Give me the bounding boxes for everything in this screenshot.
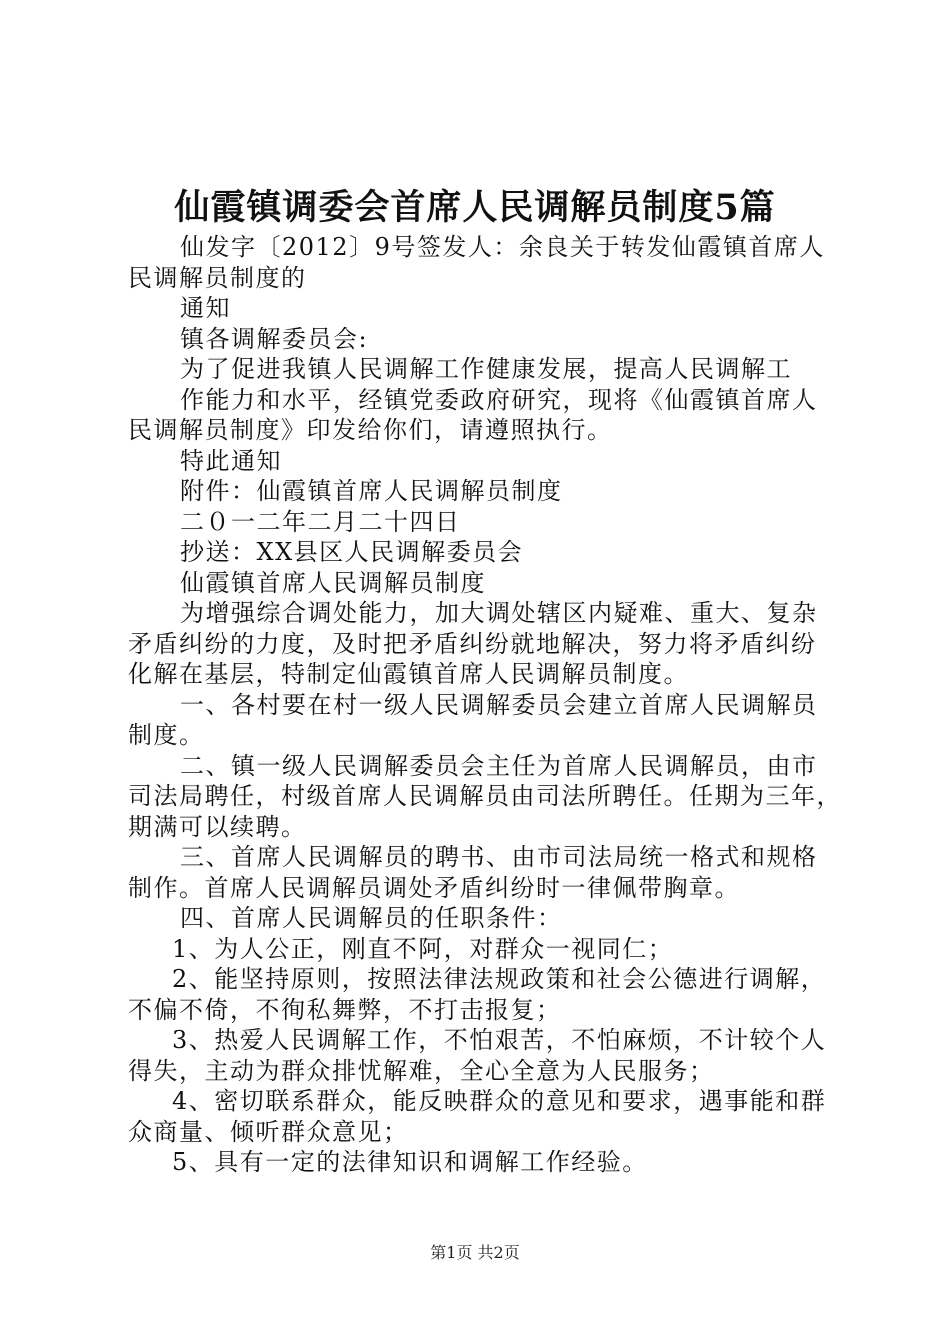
body-line: 为了促进我镇人民调解工作健康发展，提高人民调解工 bbox=[180, 355, 792, 383]
body-line: 特此通知 bbox=[180, 446, 282, 475]
body-line: 通知 bbox=[180, 294, 231, 322]
body-line: 众商量、倾听群众意见； bbox=[128, 1117, 409, 1146]
body-line: 抄送：XX县区人民调解委员会 bbox=[180, 538, 524, 566]
document-title: 仙霞镇调委会首席人民调解员制度5篇 bbox=[174, 187, 776, 228]
body-line: 4、密切联系群众，能反映群众的意见和要求，遇事能和群 bbox=[172, 1087, 827, 1115]
body-line: 附件：仙霞镇首席人民调解员制度 bbox=[180, 477, 563, 505]
body-line: 制度。 bbox=[128, 721, 205, 749]
body-line: 二０一二年二月二十四日 bbox=[180, 507, 461, 536]
body-line: 3、热爱人民调解工作，不怕艰苦，不怕麻烦，不计较个人 bbox=[172, 1026, 827, 1054]
body-line: 四、首席人民调解员的任职条件： bbox=[180, 904, 563, 932]
body-line: 矛盾纠纷的力度，及时把矛盾纠纷就地解决，努力将矛盾纠纷 bbox=[128, 629, 817, 658]
body-line: 期满可以续聘。 bbox=[128, 812, 307, 841]
body-line: 1、为人公正，刚直不阿，对群众一视同仁； bbox=[172, 934, 674, 963]
body-line: 5、具有一定的法律知识和调解工作经验。 bbox=[172, 1148, 648, 1176]
body-line: 化解在基层，特制定仙霞镇首席人民调解员制度。 bbox=[128, 660, 689, 688]
body-line: 不偏不倚，不徇私舞弊，不打击报复； bbox=[128, 995, 562, 1024]
document-body bbox=[128, 232, 842, 1178]
body-line: 司法局聘任，村级首席人民调解员由司法所聘任。任期为三年， bbox=[128, 782, 842, 810]
body-line: 为增强综合调处能力，加大调处辖区内疑难、重大、复杂 bbox=[180, 599, 818, 627]
body-line: 制作。首席人民调解员调处矛盾纠纷时一律佩带胸章。 bbox=[128, 873, 740, 902]
body-line: 仙发字〔2012〕9号签发人：余良关于转发仙霞镇首席人 bbox=[180, 233, 825, 261]
body-line: 一、各村要在村一级人民调解委员会建立首席人民调解员 bbox=[180, 690, 818, 719]
body-line: 2、能坚持原则，按照法律法规政策和社会公德进行调解， bbox=[172, 965, 827, 993]
body-line: 三、首席人民调解员的聘书、由市司法局统一格式和规格 bbox=[180, 843, 818, 871]
body-line: 民调解员制度》印发给你们，请遵照执行。 bbox=[128, 416, 613, 444]
body-line: 二、镇一级人民调解委员会主任为首席人民调解员，由市 bbox=[180, 751, 818, 780]
page-number: 第1页 共2页 bbox=[430, 1243, 520, 1262]
body-line: 作能力和水平，经镇党委政府研究，现将《仙霞镇首席人 bbox=[180, 385, 818, 414]
body-line: 镇各调解委员会: bbox=[180, 324, 369, 353]
body-line: 仙霞镇首席人民调解员制度 bbox=[180, 568, 486, 597]
body-line: 民调解员制度的 bbox=[128, 263, 307, 292]
body-line: 得失，主动为群众排忧解难，全心全意为人民服务； bbox=[128, 1056, 715, 1085]
